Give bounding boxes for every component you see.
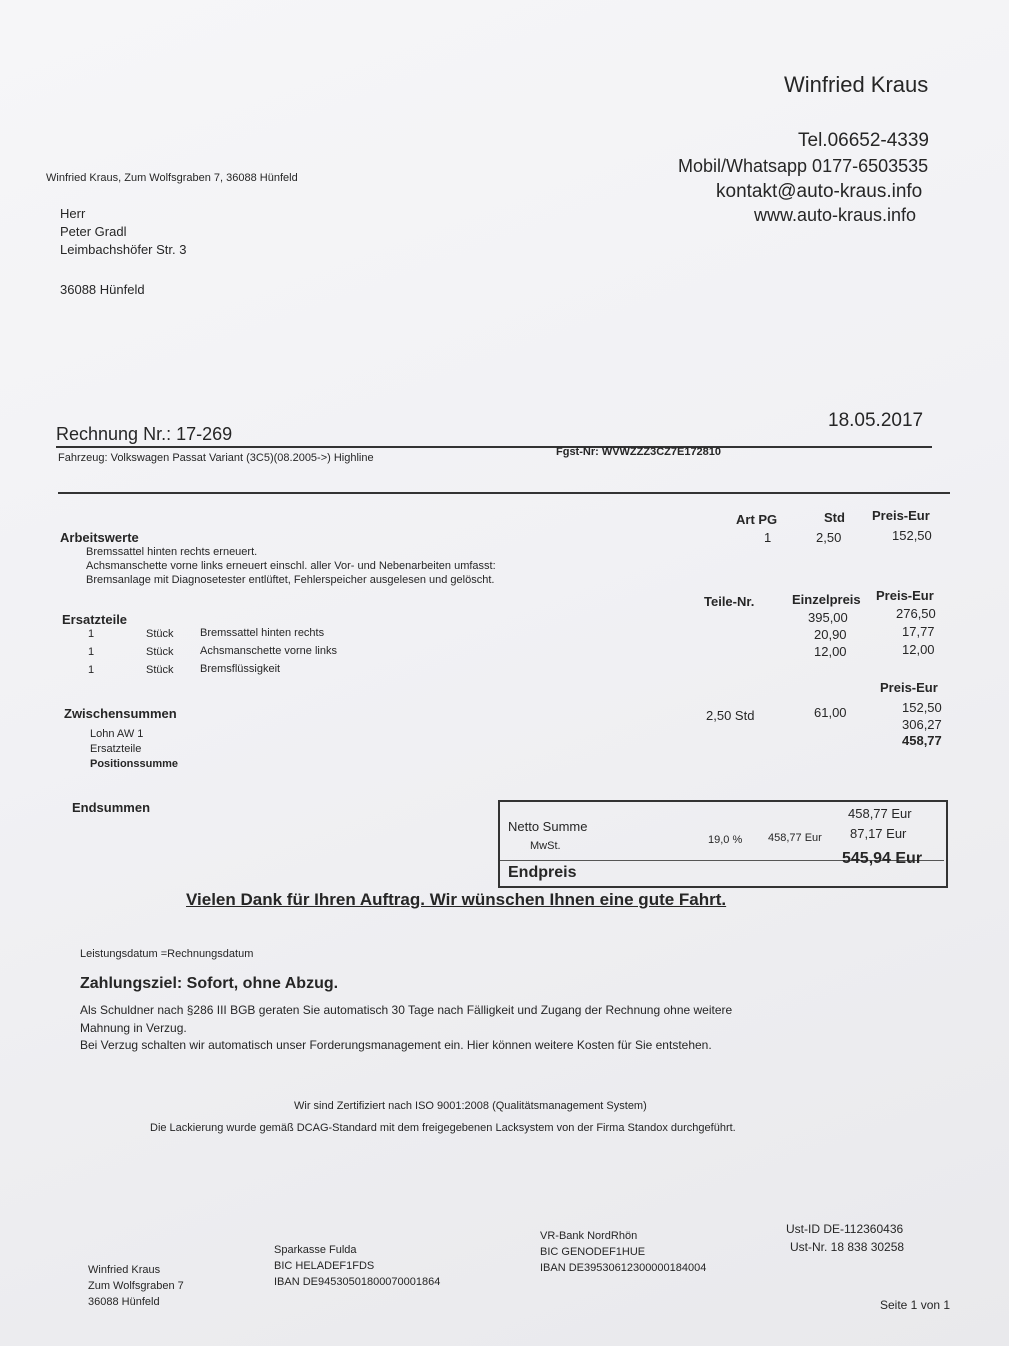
col-art-pg: Art PG xyxy=(736,512,778,527)
final-label: Endpreis xyxy=(508,864,577,881)
parts-heading: Ersatzteile xyxy=(62,612,128,627)
work-artpg: 1 xyxy=(764,530,772,545)
vat-base: 458,77 Eur xyxy=(768,832,822,844)
vehicle: Fahrzeug: Volkswagen Passat Variant (3C5)(08.2005->) Highline xyxy=(58,452,374,464)
col-std: Std xyxy=(824,510,845,525)
website: www.auto-kraus.info xyxy=(754,205,917,225)
net-label: Netto Summe xyxy=(508,819,588,834)
part-unit-price: 395,00 xyxy=(808,610,848,625)
vat-rate: 19,0 % xyxy=(708,834,743,846)
payment-terms: Zahlungsziel: Sofort, ohne Abzug. xyxy=(80,975,339,992)
part-price: 17,77 xyxy=(902,624,935,639)
totals-heading: Endsummen xyxy=(72,800,151,815)
recipient-salutation: Herr xyxy=(60,206,86,221)
email: kontakt@auto-kraus.info xyxy=(716,181,923,202)
recipient-name: Peter Gradl xyxy=(60,224,127,239)
vat-id: Ust-ID DE-112360436 xyxy=(786,1222,904,1236)
header-rule xyxy=(58,492,950,494)
part-unit: Stück xyxy=(146,646,174,658)
parts-total-label: Ersatzteile xyxy=(90,743,142,755)
thank-you-note: Vielen Dank für Ihren Auftrag. Wir wünschen Ihnen eine gute Fahrt. xyxy=(186,890,727,909)
subtotals-heading: Zwischensummen xyxy=(64,706,177,721)
part-unit: Stück xyxy=(146,664,174,676)
return-address: Winfried Kraus, Zum Wolfsgraben 7, 36088 Hünfeld xyxy=(46,172,298,184)
work-line: Bremssattel hinten rechts erneuert. xyxy=(86,546,258,558)
mobile: Mobil/Whatsapp 0177-6503535 xyxy=(678,156,929,176)
page-number: Seite 1 von 1 xyxy=(880,1298,951,1312)
bank2-iban: IBAN DE39530612300000184004 xyxy=(540,1262,707,1274)
part-qty: 1 xyxy=(88,628,95,640)
bank1-name: Sparkasse Fulda xyxy=(274,1244,357,1256)
part-unit-price: 20,90 xyxy=(814,627,847,642)
work-line: Bremsanlage mit Diagnosetester entlüftet, Fehlerspeicher ausgelesen und gelöscht. xyxy=(86,574,495,586)
company-name: Winfried Kraus xyxy=(784,72,929,97)
col-parts-price: Preis-Eur xyxy=(876,588,934,603)
col-part-no: Teile-Nr. xyxy=(704,594,755,609)
legal-line: Bei Verzug schalten wir automatisch unser Forderungsmanagement ein. Hier können weitere Kosten für Sie entstehen. xyxy=(80,1038,712,1052)
vat-label: MwSt. xyxy=(530,840,561,852)
part-unit: Stück xyxy=(146,628,174,640)
vat-amount: 87,17 Eur xyxy=(850,826,907,841)
part-desc: Bremssattel hinten rechts xyxy=(200,627,325,639)
legal-line: Als Schuldner nach §286 III BGB geraten Sie automatisch 30 Tage nach Fälligkeit und Zugang der Rechnung ohne weitere xyxy=(80,1003,733,1017)
work-std: 2,50 xyxy=(816,530,842,545)
labor-total: 152,50 xyxy=(902,700,942,715)
work-line: Achsmanschette vorne links erneuert einschl. aller Vor- und Nebenarbeiten umfasst: xyxy=(86,560,496,572)
labor-hours: 2,50 Std xyxy=(706,708,755,723)
part-desc: Bremsflüssigkeit xyxy=(200,663,281,675)
labor-label: Lohn AW 1 xyxy=(90,728,144,740)
bank1-iban: IBAN DE94530501800070001864 xyxy=(274,1276,441,1288)
bank1-bic: BIC HELADEF1FDS xyxy=(274,1260,375,1272)
part-price: 276,50 xyxy=(896,606,936,621)
tax-number: Ust-Nr. 18 838 30258 xyxy=(790,1240,905,1254)
labor-rate: 61,00 xyxy=(814,705,847,720)
phone: Tel.06652-4339 xyxy=(798,130,929,151)
part-qty: 1 xyxy=(88,646,95,658)
footer-address-city: 36088 Hünfeld xyxy=(88,1296,160,1308)
invoice-date: 18.05.2017 xyxy=(828,410,924,431)
bank2-name: VR-Bank NordRhön xyxy=(540,1230,638,1242)
footer-address-name: Winfried Kraus xyxy=(88,1264,161,1276)
net-total: 458,77 Eur xyxy=(848,806,912,821)
final-total: 545,94 Eur xyxy=(842,850,923,867)
chassis-number: Fgst-Nr: WVWZZZ3CZ7E172810 xyxy=(556,446,722,458)
col-work-price: Preis-Eur xyxy=(872,508,930,523)
service-date: Leistungsdatum =Rechnungsdatum xyxy=(80,948,254,960)
parts-total: 306,27 xyxy=(902,717,942,732)
work-heading: Arbeitswerte xyxy=(60,530,139,545)
paint-note: Die Lackierung wurde gemäß DCAG-Standard mit dem freigegebenen Lacksystem von der Firma Standox durchgeführt. xyxy=(150,1122,736,1134)
part-price: 12,00 xyxy=(902,642,935,657)
recipient-street: Leimbachshöfer Str. 3 xyxy=(60,242,187,257)
col-unit-price: Einzelpreis xyxy=(792,592,861,607)
legal-line: Mahnung in Verzug. xyxy=(80,1021,187,1035)
part-qty: 1 xyxy=(88,664,95,676)
position-total-label: Positionssumme xyxy=(90,758,179,770)
part-desc: Achsmanschette vorne links xyxy=(200,645,337,657)
title-rule xyxy=(56,446,932,448)
col-subtotal-price: Preis-Eur xyxy=(880,680,938,695)
bank2-bic: BIC GENODEF1HUE xyxy=(540,1246,646,1258)
invoice-number: Rechnung Nr.: 17-269 xyxy=(56,424,233,444)
recipient-city: 36088 Hünfeld xyxy=(60,282,145,297)
certification: Wir sind Zertifiziert nach ISO 9001:2008 (Qualitätsmanagement System) xyxy=(294,1100,647,1112)
work-price: 152,50 xyxy=(892,528,932,543)
footer-address-street: Zum Wolfsgraben 7 xyxy=(88,1280,184,1292)
part-unit-price: 12,00 xyxy=(814,644,847,659)
position-total: 458,77 xyxy=(902,733,942,748)
